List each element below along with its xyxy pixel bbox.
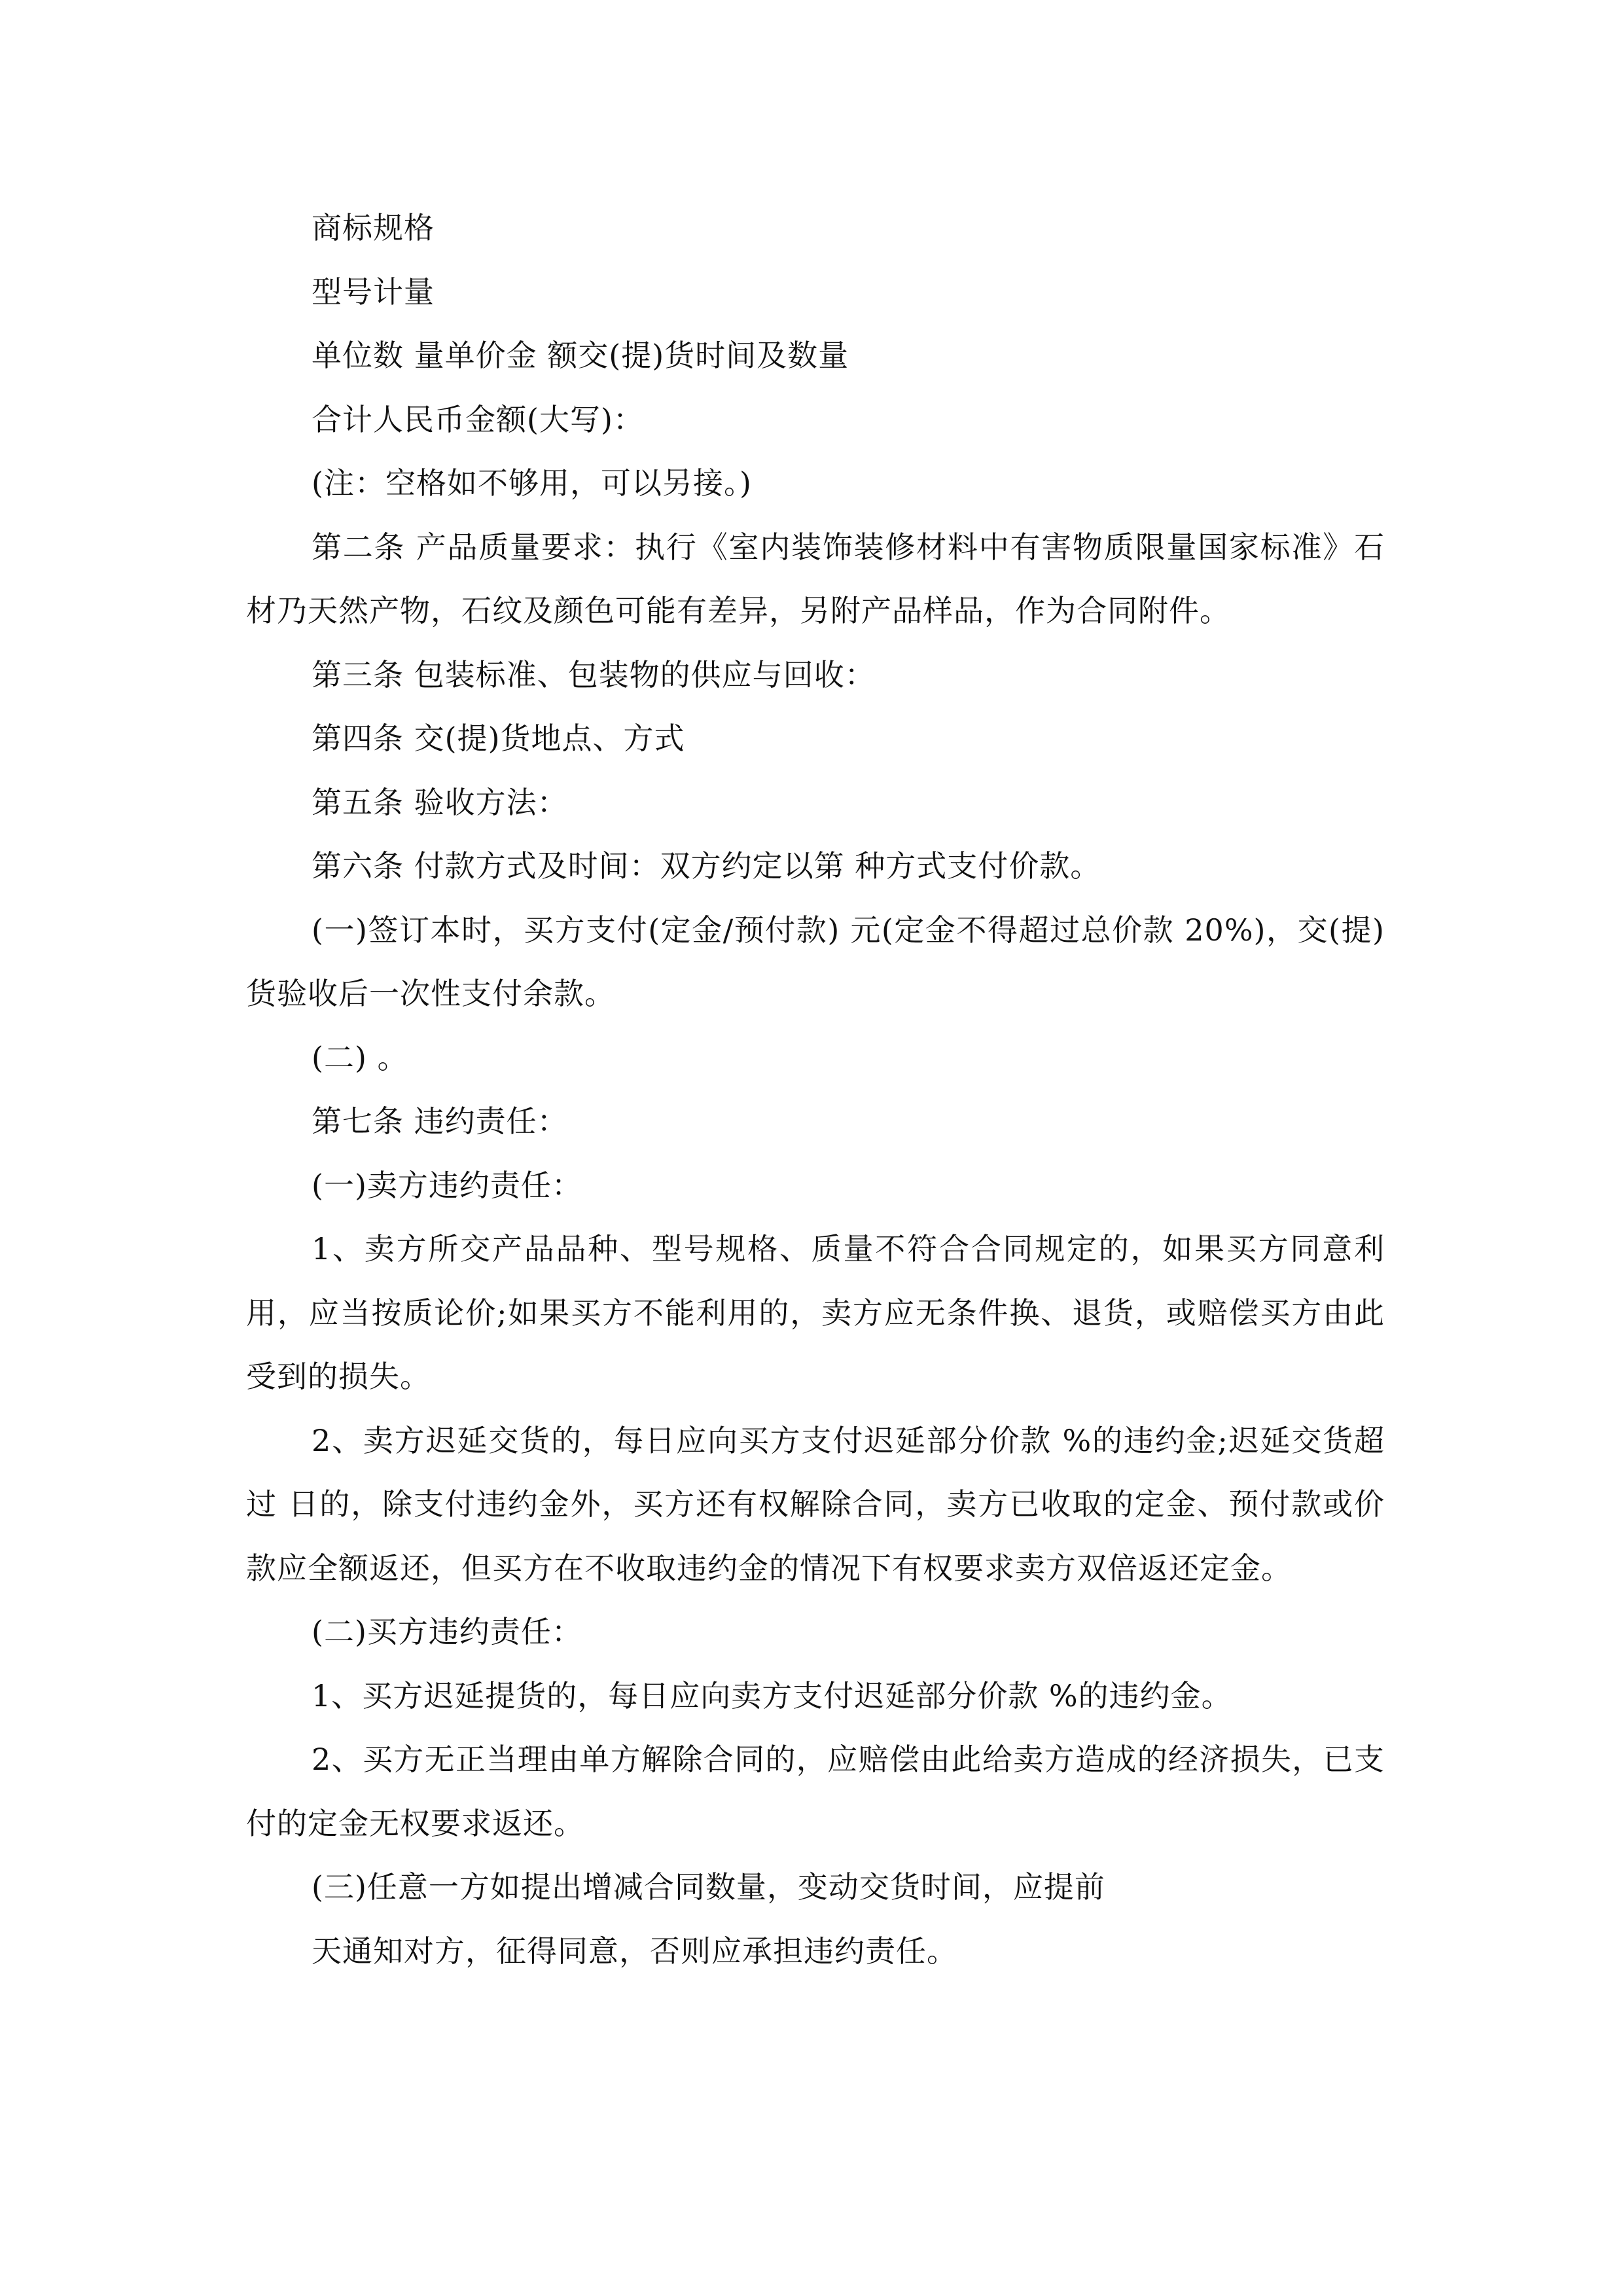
- paragraph-either-party: (三)任意一方如提出增减合同数量，变动交货时间，应提前: [312, 1869, 1105, 1905]
- paragraph-article-6: 第六条 付款方式及时间：双方约定以第 种方式支付价款。: [312, 848, 1101, 884]
- paragraph-note: (注：空格如不够用，可以另接。): [312, 465, 752, 501]
- paragraph-article-2: 第二条 产品质量要求：执行《室内装饰装修材料中有害物质限量国家标准》石材乃天然产物，石纹及颜色可能有差异，另附产品样品，作为合同附件。: [246, 529, 1385, 628]
- paragraph-article-5: 第五条 验收方法：: [312, 784, 568, 820]
- paragraph-unit-quantity-price: 单位数 量单价金 额交(提)货时间及数量: [312, 338, 849, 373]
- paragraph-buyer-clause-2: 2、买方无正当理由单方解除合同的，应赔偿由此给卖方造成的经济损失，已支付的定金无权要求返还。: [246, 1742, 1385, 1841]
- paragraph-trademark-spec: 商标规格: [312, 210, 435, 245]
- paragraph-seller-clause-2: 2、卖方迟延交货的，每日应向买方支付迟延部分价款 %的违约金;迟延交货超过 日的，除支付违约金外，买方还有权解除合同，卖方已收取的定金、预付款或价款应全额返还，但买方在不收取违约金的情况下有权要求卖方双倍返还定金。: [246, 1422, 1385, 1586]
- paragraph-total-amount: 合计人民币金额(大写)：: [312, 401, 644, 437]
- paragraph-seller-liability: (一)卖方违约责任：: [312, 1167, 582, 1203]
- paragraph-article-7: 第七条 违约责任：: [312, 1103, 568, 1139]
- paragraph-seller-clause-1: 1、卖方所交产品品种、型号规格、质量不符合合同规定的，如果买方同意利用，应当按质论价;如果买方不能利用的，卖方应无条件换、退货，或赔偿买方由此受到的损失。: [246, 1231, 1385, 1394]
- paragraph-buyer-clause-1: 1、买方迟延提货的，每日应向卖方支付迟延部分价款 %的违约金。: [312, 1677, 1232, 1713]
- paragraph-article-3: 第三条 包装标准、包装物的供应与回收：: [312, 656, 876, 692]
- paragraph-article-4: 第四条 交(提)货地点、方式: [312, 721, 685, 756]
- paragraph-payment-option-1: (一)签订本时，买方支付(定金/预付款) 元(定金不得超过总价款 20%)，交(提)货验收后一次性支付余款。: [246, 912, 1385, 1011]
- paragraph-payment-option-2: (二) 。: [312, 1039, 408, 1075]
- paragraph-buyer-liability: (二)买方违约责任：: [312, 1614, 582, 1649]
- document-body: [246, 196, 1385, 1983]
- paragraph-model-measure: 型号计量: [312, 274, 435, 310]
- paragraph-notice-days: 天通知对方，征得同意，否则应承担违约责任。: [312, 1933, 957, 1969]
